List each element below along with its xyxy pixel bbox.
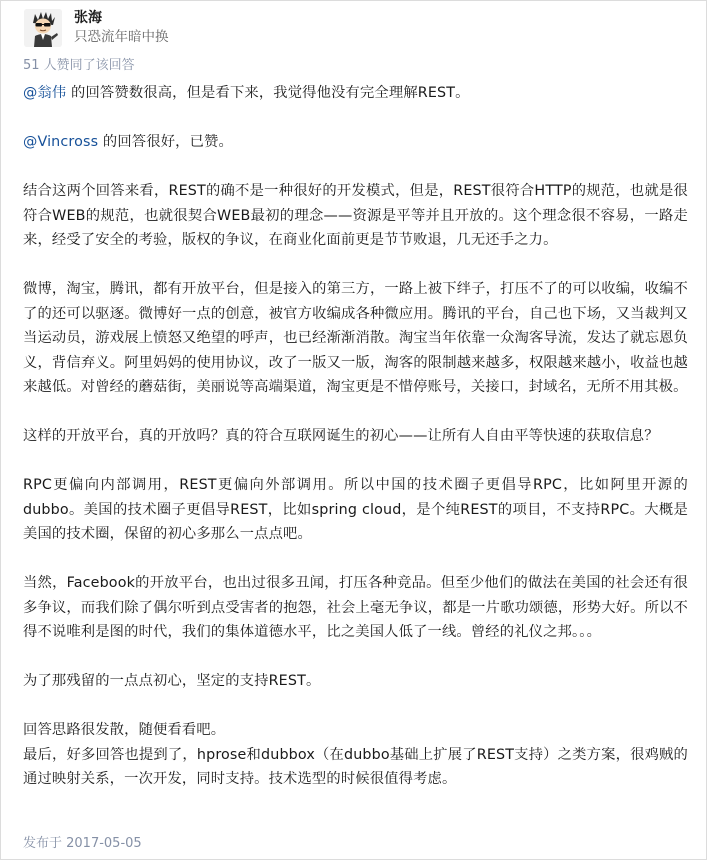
author-headline: 只恐流年暗中换 <box>74 29 169 45</box>
author-info <box>24 8 169 48</box>
paragraph-4: 微博，淘宝，腾讯，都有开放平台，但是接入的第三方，一路上被下绊子，打压不了的可以收编，收编不了的还可以驱逐。微博好一点的创意，被官方收编成各种微应用。腾讯的平台，自己也下场，又当裁判又当运动员，游戏展上愤怒又绝望的呼声，也已经渐渐消散。淘宝当年依靠一众淘客导流，发达了就忘恩负义，背信弃义。阿里妈妈的使用协议，改了一版又一版，淘客的限制越来越多，权限越来越小，收益也越来越低。对曾经的蘑菇街，美丽说等高端渠道，淘宝更是不惜停账号，关接口，封域名，无所不用其极。 <box>23 281 688 395</box>
paragraph-1-text: 的回答赞数很高，但是看下来，我觉得他没有完全理解REST。 <box>66 85 470 101</box>
mention-link-vincross[interactable]: @Vincross <box>23 134 99 150</box>
paragraph-9 <box>23 718 688 792</box>
paragraph-7: 当然，Facebook的开放平台，也出过很多丑闻，打压各种竞品。但至少他们的做法在美国的社会还有很多争议，而我们除了偶尔听到点受害者的抱怨，社会上毫无争议，都是一片歌功颂德，形势大好。所以不得不说唯利是图的时代，我们的集体道德水平，比之美国人低了一线。曾经的礼仪之邦。。。 <box>23 575 688 640</box>
author-name-link[interactable]: 张海 <box>74 10 102 26</box>
paragraph-6: RPC更偏向内部调用，REST更偏向外部调用。所以中国的技术圈子更倡导RPC，比如阿里开源的dubbo。美国的技术圈子更倡导REST，比如spring cloud，是个纯REST的项目，不支持RPC。大概是美国的技术圈，保留的初心多那么一点点吧。 <box>23 477 688 542</box>
author-avatar[interactable] <box>24 9 62 47</box>
paragraph-2 <box>23 130 688 155</box>
answer-content <box>23 81 688 792</box>
paragraph-8: 为了那残留的一点点初心，坚定的支持REST。 <box>23 673 321 689</box>
paragraph-5: 这样的开放平台，真的开放吗？真的符合互联网诞生的初心——让所有人自由平等快速的获取信息？ <box>23 428 659 444</box>
paragraph-9-line-1: 回答思路很发散，随便看看吧。 <box>23 722 226 738</box>
paragraph-3: 结合这两个回答来看，REST的确不是一种很好的开发模式，但是，REST很符合HTTP的规范，也就是很符合WEB的规范，也就很契合WEB最初的理念——资源是平等并且开放的。这个理念很不容易，一路走来，经受了安全的考验，版权的争议，在商业化面前更是节节败退，几无还手之力。 <box>23 183 688 248</box>
paragraph-9-line-2: 最后，好多回答也提到了，hprose和dubbox（在dubbo基础上扩展了REST支持）之类方案，很鸡贼的通过映射关系，一次开发，同时支持。技术选型的时候很值得考虑。 <box>23 746 688 787</box>
cartoon-avatar-icon <box>24 9 62 47</box>
vote-count[interactable]: 51 人赞同了该回答 <box>23 58 135 73</box>
paragraph-1 <box>23 81 688 106</box>
paragraph-2-text: 的回答很好，已赞。 <box>98 134 233 150</box>
mention-link-wengwei[interactable]: @翁伟 <box>23 85 67 101</box>
publish-date[interactable]: 发布于 2017-05-05 <box>23 836 142 851</box>
